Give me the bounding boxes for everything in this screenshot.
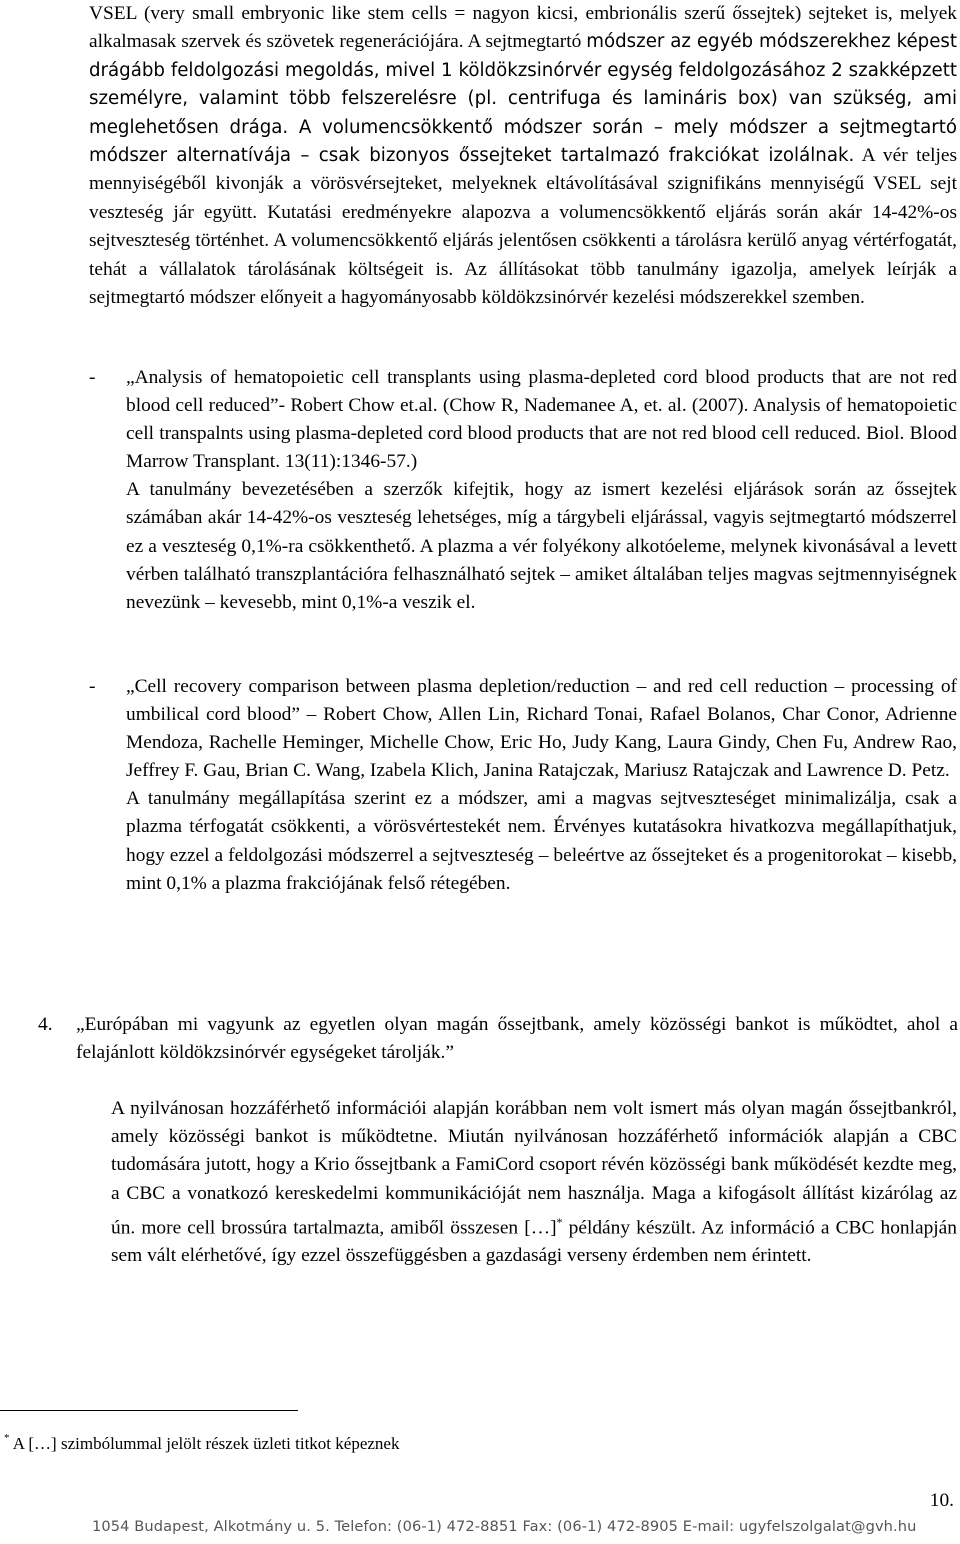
bullet-study-1 xyxy=(89,364,957,617)
claim-number: 4. xyxy=(38,1014,53,1035)
bullet-dash: - xyxy=(89,676,96,697)
study-summary: A tanulmány megállapítása szerint ez a módszer, ami a magvas sejtveszteséget minimalizálja, csak a plazma térfogatát csökkenti, a vörösvértestekét nem. Érvényes kutatásokra hivatkozva megállapíthatjuk, hogy ezzel a feldolgozási módszerrel a sejtveszteség – beleértve az őssejteket és a progenitorokat – kisebb, mint 0,1% a plazma frakciójának felső rétegében. xyxy=(126,788,957,894)
page-footer: 1054 Budapest, Alkotmány u. 5. Telefon: (06-1) 472-8851 Fax: (06-1) 472-8905 E-mail: ugyfelszolgalat@gvh.hu xyxy=(92,1518,917,1535)
intro-paragraph xyxy=(89,0,957,312)
study-summary: A tanulmány bevezetésében a szerzők kifejtik, hogy az ismert kezelési eljárások során az őssejtek számában akár 14-42%-os veszteség lehetséges, míg a tárgybeli eljárással, vagyis sejtmegtartó módszerrel ez a veszteség 0,1%-ra csökkenthető. A plazma a vér folyékony alkotóeleme, melynek kivonásával a levett vérben található transzplantációra felhasználható sejtek – amiket általában teljes magvas sejtmennyiségnek nevezünk – kevesebb, mint 0,1%-a veszik el. xyxy=(126,479,957,613)
claim-text: „Európában mi vagyunk az egyetlen olyan magán őssejtbank, amely közösségi bankot is működtet, ahol a felajánlott köldökzsinórvér egységeket tárolják.” xyxy=(76,1014,958,1064)
footnote xyxy=(4,1427,399,1455)
numbered-claim-4 xyxy=(38,1011,958,1068)
intro-text-sans: módszer az egyéb módszerekhez képest drágább feldolgozási megoldás, mivel 1 köldökzsinórvér egység feldolgozásához 2 szakképzett személyre, valamint több felszerelésre (pl. centrifuga és lamináris box) van szükség, ami meglehetősen drága. A volumencsökkentő módszer során – mely módszer a sejtmegtartó módszer alternatívája – csak bizonyos őssejteket tartalmazó frakciókat izolálnak. xyxy=(89,31,957,167)
footnote-mark: * xyxy=(4,1432,10,1444)
footnote-divider xyxy=(0,1410,298,1411)
explanation-text-2: példány készült. Az információ a CBC honlapján sem vált elérhetővé, így ezzel összefüggésben a gazdasági verseny érdemben nem érintett. xyxy=(111,1217,957,1267)
bullet-study-2 xyxy=(89,673,957,898)
page-number: 10. xyxy=(929,1490,954,1511)
bullet-dash: - xyxy=(89,367,96,388)
study-citation: „Cell recovery comparison between plasma depletion/reduction – and red cell reduction – processing of umbilical cord blood” – Robert Chow, Allen Lin, Richard Tonai, Rafael Bolanos, Char Conor, Adrienne Mendoza, Rachelle Heminger, Michelle Chow, Eric Ho, Judy Kang, Laura Gindy, Chen Fu, Andrew Rao, Jeffrey F. Gau, Brian C. Wang, Izabela Klich, Janina Ratajczak, Mariusz Ratajczak and Lawrence D. Petz. xyxy=(126,676,957,782)
claim-4-explanation xyxy=(111,1095,957,1271)
intro-text-serif-2: A vér teljes mennyiségéből kivonják a vörösvérsejteket, melyeknek eltávolításával szignifikáns mennyiségű VSEL sejt veszteség jár együtt. Kutatási eredményekre alapozva a volumencsökkentő eljárás során akár 14-42%-os sejtveszteség történhet. A volumencsökkentő eljárás jelentősen csökkenti a tárolásra kerülő anyag vértérfogatát, tehát a vállalatok tárolásának költségeit is. Az állításokat több tanulmány igazolja, amelyek leírják a sejtmegtartó módszer előnyeit a hagyományosabb köldökzsinórvér kezelési módszerekkel szemben. xyxy=(89,145,957,309)
footnote-reference: * xyxy=(556,1214,563,1229)
footnote-text: A […] szimbólummal jelölt részek üzleti titkot képeznek xyxy=(9,1434,400,1453)
intro-text-serif-1: VSEL (very small embryonic like stem cells = nagyon kicsi, embrionális szerű őssejtek) sejteket is, melyek alkalmasak szervek és szövetek regenerációjára. A sejtmegtartó xyxy=(89,3,957,53)
study-citation: „Analysis of hematopoietic cell transplants using plasma-depleted cord blood products that are not red blood cell reduced”- Robert Chow et.al. (Chow R, Nademanee A, et. al. (2007). Analysis of hematopoietic cell transpalnts using plasma-depleted cord blood products that are not red blood cell reduced. Biol. Blood Marrow Transplant. 13(11):1346-57.) xyxy=(126,367,957,473)
explanation-text-1: A nyilvánosan hozzáférhető információi alapján korábban nem volt ismert más olyan magán őssejtbankról, amely közösségi bankot is működtetne. Miután nyilvánosan hozzáférhető információk alapján a CBC tudomására jutott, hogy a Krio őssejtbank a FamiCord csoport révén közösségi bank működését kezdte meg, a CBC a vonatkozó kereskedelmi kommunikációját nem használja. Maga a kifogásolt állítást kizárólag az ún. more cell brossúra tartalmazta, amiből összesen […] xyxy=(111,1098,957,1239)
